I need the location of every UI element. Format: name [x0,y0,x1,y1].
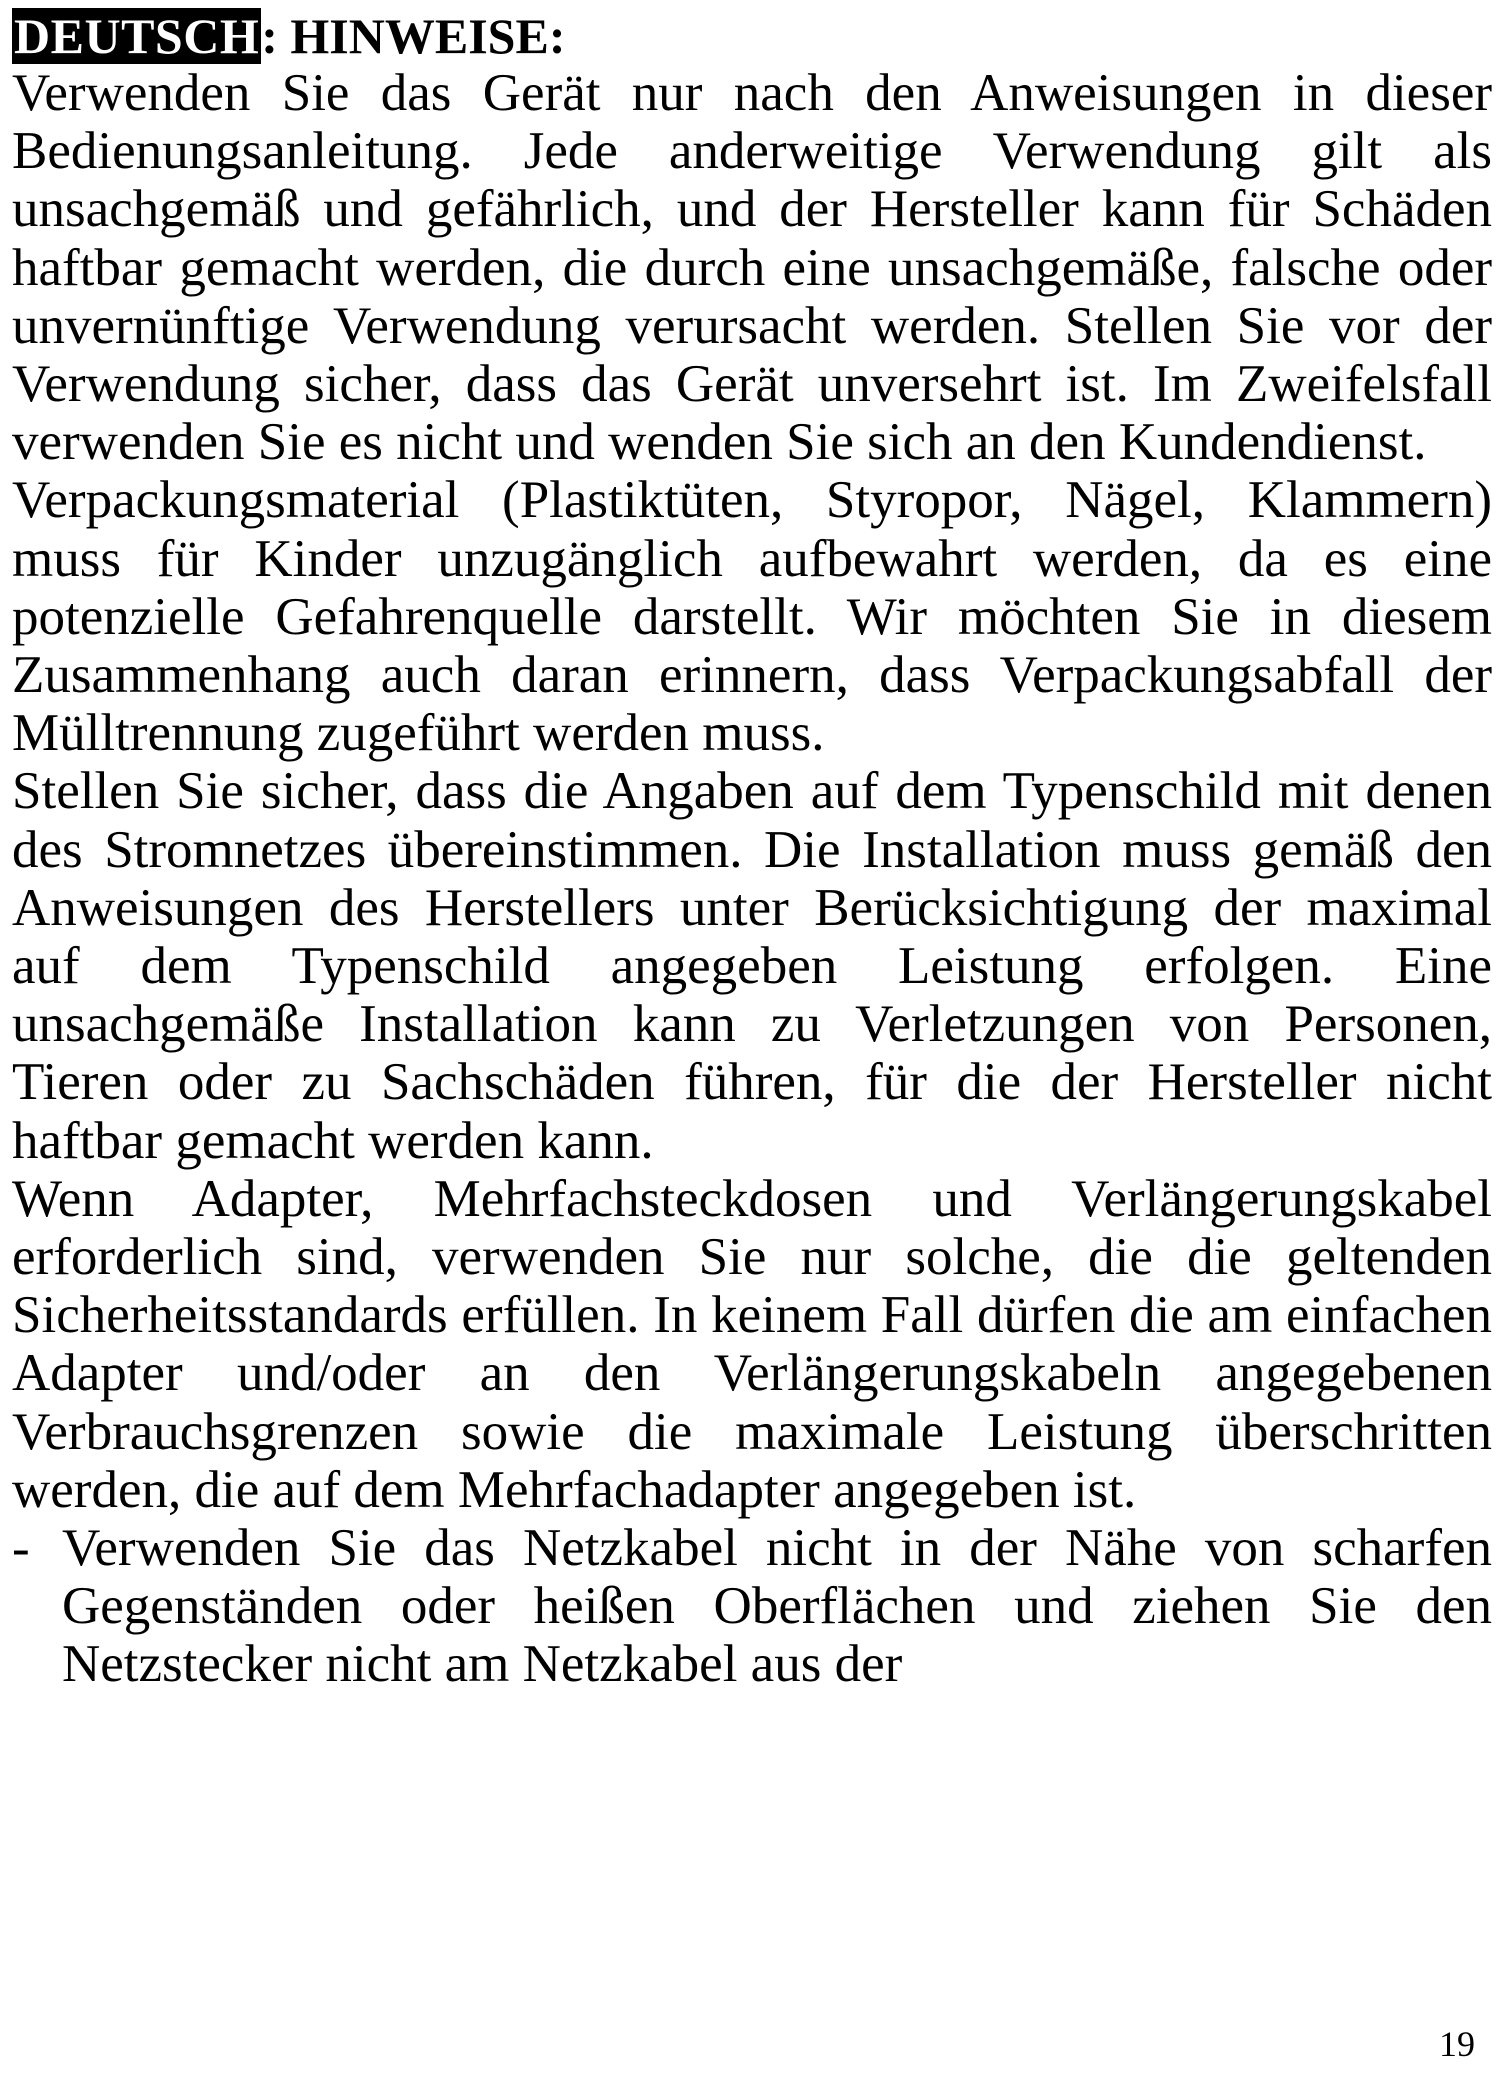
bullet-text: Verwenden Sie das Netzkabel nicht in der Nähe von scharfen Gegenständen oder heißen Oberflächen und ziehen Sie den Netzstecker nicht am Netzkabel aus der [62,1519,1492,1694]
bullet-marker: - [12,1519,30,1578]
paragraph-usage: Verwenden Sie das Gerät nur nach den Anweisungen in dieser Bedienungsanleitung. Jede anderweitige Verwendung gilt als unsachgemäß und gefährlich, und der Hersteller kann für Schäden haftbar gemacht werden, die durch eine unsachgemäße, falsche oder unvernünftige Verwendung verursacht werden. Stellen Sie vor der Verwendung sicher, dass das Gerät unversehrt ist. Im Zweifelsfall verwenden Sie es nicht und wenden Sie sich an den Kundendienst. [12,64,1492,472]
heading-separator: : [261,8,291,64]
section-heading [12,8,1492,64]
paragraph-packaging: Verpackungsmaterial (Plastiktüten, Styropor, Nägel, Klammern) muss für Kinder unzugänglich aufbewahrt werden, da es eine potenzielle Gefahrenquelle darstellt. Wir möchten Sie in diesem Zusammenhang auch daran erinnern, dass Verpackungsabfall der Mülltrennung zugeführt werden muss. [12,471,1492,763]
paragraph-installation: Stellen Sie sicher, dass die Angaben auf dem Typenschild mit denen des Stromnetzes übereinstimmen. Die Installation muss gemäß den Anweisungen des Herstellers unter Berücksichtigung der maximal auf dem Typenschild angegeben Leistung erfolgen. Eine unsachgemäße Installation kann zu Verletzungen von Personen, Tieren oder zu Sachschäden führen, für die der Hersteller nicht haftbar gemacht werden kann. [12,762,1492,1170]
bullet-item-power-cord [12,1519,1492,1694]
paragraph-adapters: Wenn Adapter, Mehrfachsteckdosen und Verlängerungskabel erforderlich sind, verwenden Sie nur solche, die die geltenden Sicherheitsstandards erfüllen. In keinem Fall dürfen die am einfachen Adapter und/oder an den Verlängerungskabeln angegebenen Verbrauchsgrenzen sowie die maximale Leistung überschritten werden, die auf dem Mehrfachadapter angegeben ist. [12,1169,1492,1519]
page-number: 19 [1439,2024,1475,2064]
document-page [12,8,1492,1694]
language-label: DEUTSCH [14,8,260,64]
heading-title: HINWEISE: [290,8,566,64]
